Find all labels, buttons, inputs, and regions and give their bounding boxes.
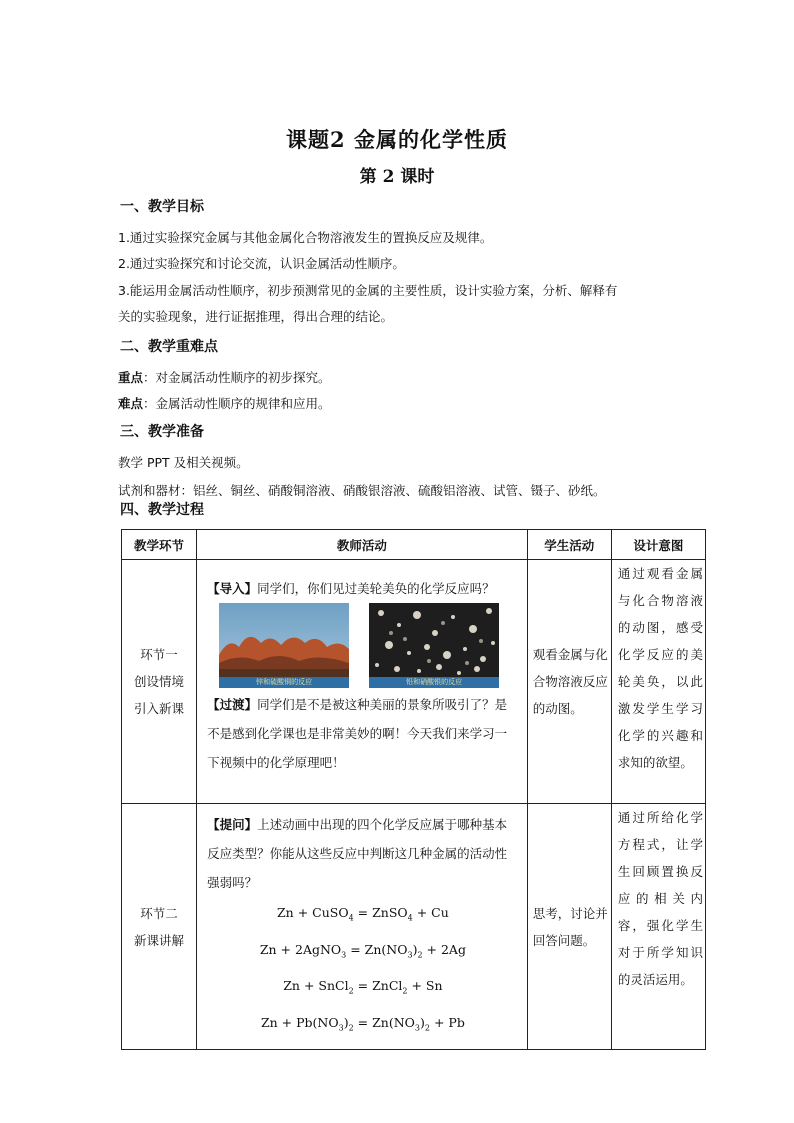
- objective-1: 1.通过实验探究金属与其他金属化合物溶液发生的置换反应及规律。: [118, 230, 493, 245]
- teaching-process-table: [121, 529, 706, 1050]
- objective-3-cont: 关的实验现象，进行证据推理，得出合理的结论。: [118, 309, 394, 324]
- objective-3: 3.能运用金属活动性顺序，初步预测常见的金属的主要性质，设计实验方案，分析、解释有: [118, 283, 618, 298]
- focus-label: 重点: [118, 370, 144, 385]
- difficulty-label: 难点: [118, 396, 144, 411]
- difficulty-text: ：金属活动性顺序的规律和应用。: [143, 396, 331, 411]
- focus-text: ：对金属活动性顺序的初步探究。: [143, 370, 331, 385]
- question-tag: 【提问】: [207, 817, 258, 832]
- header-design: 设计意图: [611, 530, 705, 560]
- equation-2: Zn + 2AgNO$_3$ = $Zn(NO_3)_2 + 2Ag$: [259, 941, 466, 959]
- header-student: 学生活动: [527, 530, 611, 560]
- stage-line: 环节二: [140, 905, 178, 921]
- page-title: 课题2 金属的化学性质: [286, 127, 508, 152]
- stage-line: 环节一: [140, 647, 178, 662]
- section-heading-objectives: 一、教学目标: [120, 199, 204, 215]
- question-paragraph: [207, 810, 519, 897]
- equation-1: Zn + CuSO$_4$ = ZnSO$_4$ + Cu: [277, 905, 449, 923]
- page-subtitle: 第 2 课时: [359, 167, 435, 187]
- intro-tag: 【导入】: [207, 581, 258, 596]
- equation-4: $Zn + Pb(NO_3)_2 = Zn(NO_3)_2 + Pb$: [260, 1014, 465, 1032]
- stage-line: 引入新课: [134, 701, 185, 716]
- intro-text: 同学们，你们见过美轮美奂的化学反应吗？: [257, 581, 495, 596]
- header-stage: 教学环节: [122, 530, 197, 560]
- header-teacher: 教师活动: [197, 530, 528, 560]
- preparation-1: 教学 PPT 及相关视频。: [118, 455, 249, 470]
- stage-cell: [122, 560, 197, 804]
- question-text: 上述动画中出现的四个化学反应属于哪种基本反应类型？你能从这些反应中判断这几种金属的活动性强弱吗？: [207, 817, 508, 890]
- reaction-image-lead-silver-nitrate: [369, 603, 499, 688]
- difficulty-point: [118, 394, 331, 412]
- section-heading-preparation: 三、教学准备: [120, 424, 204, 440]
- reaction-image-zinc-copper-sulfate: [219, 603, 349, 688]
- design-intent-cell: 通过所给化学方程式，让学生回顾置换反应的相关内容，强化学生对于所学知识的灵活运用。: [611, 804, 705, 1050]
- stage-cell: [122, 804, 197, 1050]
- equation-3: Zn + SnCl$_2$ = ZnCl$_2$ + Sn: [283, 978, 443, 996]
- teacher-activity-cell: [197, 804, 528, 1050]
- transition-paragraph: [207, 690, 519, 777]
- stage-line: 创设情境: [134, 674, 185, 689]
- table-row: [122, 804, 706, 1050]
- section-heading-key-points: 二、教学重难点: [120, 339, 218, 355]
- objective-2: 2.通过实验探究和讨论交流，认识金属活动性顺序。: [118, 256, 405, 271]
- image-caption: 铅和硝酸银的反应: [369, 677, 499, 688]
- student-activity-cell: 观看金属与化合物溶液反应的动图。: [527, 560, 611, 804]
- intro-paragraph: [207, 574, 519, 603]
- student-activity-cell: 思考，讨论并回答问题。: [527, 804, 611, 1050]
- reaction-images: [219, 603, 519, 688]
- design-intent-cell: 通过观看金属与化合物溶液的动图，感受化学反应的美轮美奂，以此激发学生学习化学的兴趣和求知的欲望。: [611, 560, 705, 804]
- transition-text: 同学们是不是被这种美丽的景象所吸引了？是不是感到化学课也是非常美妙的啊！今天我们来学习一下视频中的化学原理吧！: [207, 697, 508, 770]
- image-caption: 锌和硫酸铜的反应: [219, 677, 349, 688]
- preparation-2: 试剂和器材：铝丝、铜丝、硝酸铜溶液、硝酸银溶液、硫酸铝溶液、试管、镊子、砂纸。: [118, 483, 606, 498]
- table-header-row: [122, 530, 706, 560]
- stage-line: 新课讲解: [134, 932, 185, 948]
- section-heading-process: 四、教学过程: [120, 502, 204, 518]
- teacher-activity-cell: [197, 560, 528, 804]
- transition-tag: 【过渡】: [207, 697, 258, 712]
- focus-point: [118, 368, 331, 386]
- table-row: [122, 560, 706, 804]
